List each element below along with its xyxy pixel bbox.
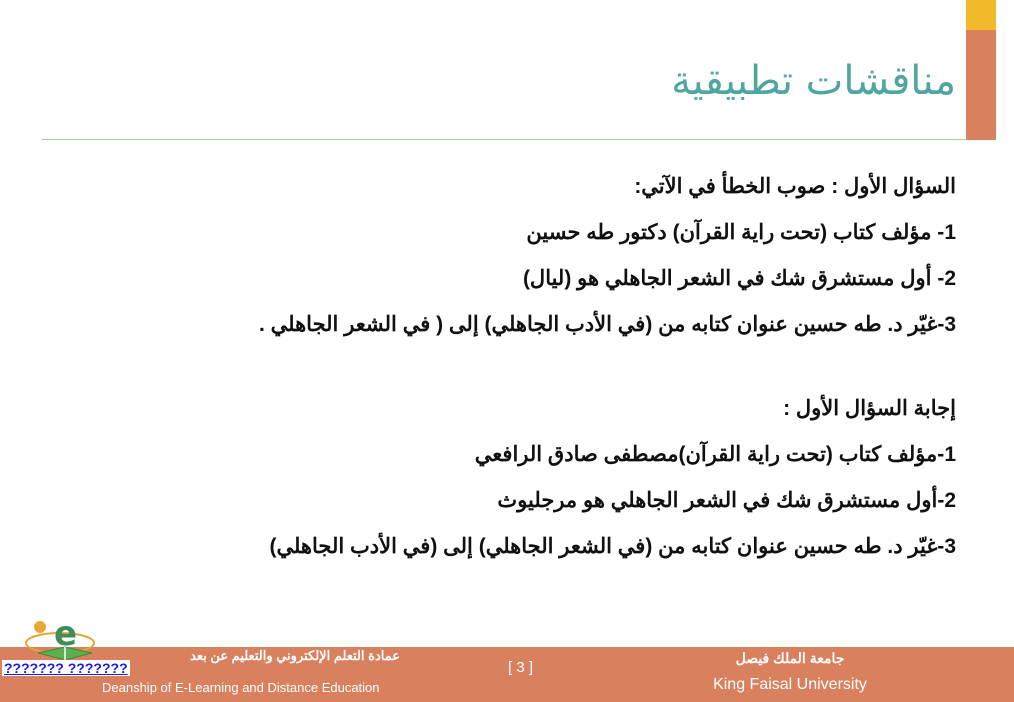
answer-item-2: 2-أول مستشرق شك في الشعر الجاهلي هو مرجليوث bbox=[497, 489, 956, 512]
page-number: [ 3 ] bbox=[508, 659, 534, 676]
broken-text-link[interactable]: ??????? ??????? bbox=[4, 660, 128, 676]
university-name-arabic: جامعة الملك فيصل bbox=[735, 650, 845, 666]
e-learning-logo-icon bbox=[20, 605, 115, 665]
university-name-english: King Faisal University bbox=[713, 676, 867, 693]
deanship-name-english: Deanship of E-Learning and Distance Education bbox=[102, 680, 380, 695]
spacer bbox=[76, 352, 956, 390]
question-item-3: 3-غيّر د. طه حسين عنوان كتابه من (في الأدب الجاهلي) إلى ( في الشعر الجاهلي . bbox=[258, 313, 956, 336]
accent-top-block bbox=[966, 0, 996, 30]
svg-text:e: e bbox=[54, 614, 78, 654]
question-heading: السؤال الأول : صوب الخطأ في الآتي: bbox=[634, 175, 956, 198]
answer-heading: إجابة السؤال الأول : bbox=[783, 397, 956, 420]
title-divider bbox=[42, 139, 966, 140]
answer-item-3: 3-غيّر د. طه حسين عنوان كتابه من (في الشعر الجاهلي) إلى (في الأدب الجاهلي) bbox=[269, 535, 956, 558]
answer-item-1: 1-مؤلف كتاب (تحت راية القرآن)مصطفى صادق الرافعي bbox=[474, 443, 956, 466]
slide-title: مناقشات تطبيقية bbox=[671, 58, 956, 104]
slide-body bbox=[76, 168, 956, 574]
deanship-name-arabic: عمادة التعلم الإلكتروني والتعليم عن بعد bbox=[190, 648, 400, 663]
question-item-1: 1- مؤلف كتاب (تحت راية القرآن) دكتور طه حسين bbox=[526, 221, 956, 244]
question-item-2: 2- أول مستشرق شك في الشعر الجاهلي هو (ليال) bbox=[522, 267, 956, 290]
